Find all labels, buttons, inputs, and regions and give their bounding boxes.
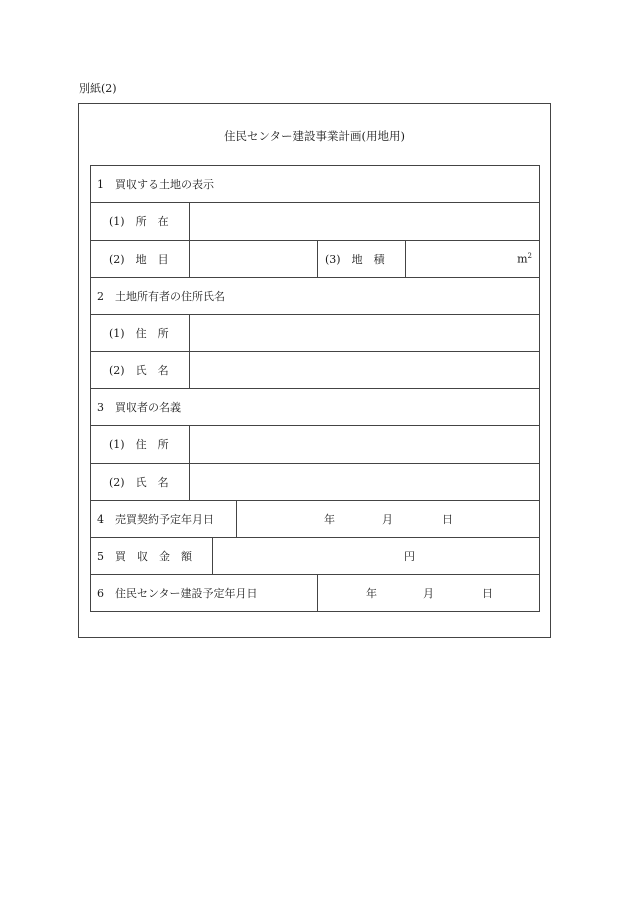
construction-date-label: 6 住民センター建設予定年月日 xyxy=(97,586,258,600)
table-rule xyxy=(539,165,540,612)
location-field[interactable] xyxy=(190,202,538,240)
construction-month-unit: 月 xyxy=(423,586,434,600)
table-rule xyxy=(317,574,318,611)
land-area-label: (3) 地 積 xyxy=(325,252,385,266)
construction-day-unit: 日 xyxy=(482,586,493,600)
land-category-field[interactable] xyxy=(190,240,316,277)
buyer-name-label: (2) 氏 名 xyxy=(109,475,169,489)
location-label: (1) 所 在 xyxy=(109,215,169,228)
owner-name-label: (2) 氏 名 xyxy=(109,363,169,377)
table-rule xyxy=(90,165,91,612)
land-category-label: (2) 地 目 xyxy=(109,252,169,266)
form-title: 住民センター建設事業計画(用地用) xyxy=(223,129,405,143)
land-area-field[interactable] xyxy=(406,240,532,277)
table-rule xyxy=(90,611,540,612)
contract-day-unit: 日 xyxy=(442,512,453,526)
owner-address-field[interactable] xyxy=(190,314,538,351)
currency-unit: 円 xyxy=(404,549,415,563)
buyer-address-label: (1) 住 所 xyxy=(109,438,169,451)
table-rule xyxy=(212,537,213,574)
construction-year-unit: 年 xyxy=(366,586,377,600)
form-table xyxy=(90,165,540,612)
annex-label: 別紙(2) xyxy=(79,82,117,95)
contract-month-unit: 月 xyxy=(382,512,393,526)
area-unit: $m^2$ xyxy=(517,251,532,266)
table-rule xyxy=(317,240,318,277)
owner-name-field[interactable] xyxy=(190,351,538,388)
purchase-amount-label: 5 買 収 金 額 xyxy=(97,549,192,563)
contract-year-unit: 年 xyxy=(324,512,335,526)
buyer-name-field[interactable] xyxy=(190,463,538,500)
section1-heading: 1 買収する土地の表示 xyxy=(97,177,214,191)
section3-heading: 3 買収者の名義 xyxy=(97,400,181,414)
owner-address-label: (1) 住 所 xyxy=(109,326,169,340)
contract-date-label: 4 売買契約予定年月日 xyxy=(97,512,214,526)
buyer-address-field[interactable] xyxy=(190,425,538,463)
table-rule xyxy=(236,500,237,537)
section2-heading: 2 土地所有者の住所氏名 xyxy=(97,289,225,303)
